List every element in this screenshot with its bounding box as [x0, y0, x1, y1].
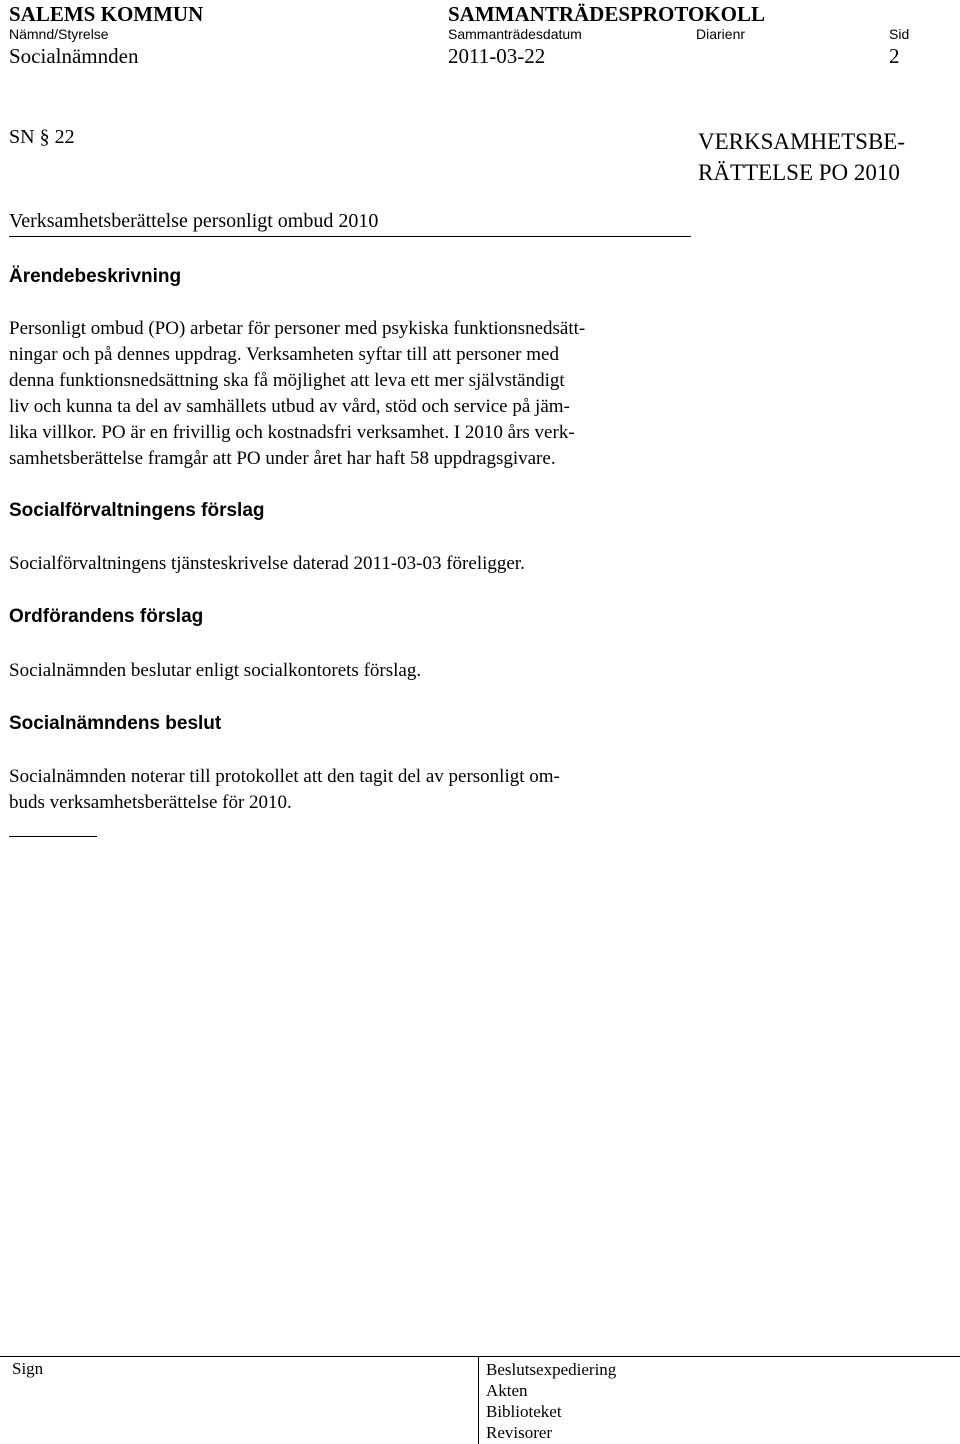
sign-label: Sign — [12, 1359, 44, 1378]
body-line: liv och kunna ta del av samhällets utbud av vård, stöd och service på jäm- — [9, 396, 570, 417]
subject-underline — [9, 236, 691, 237]
case-title — [698, 126, 905, 188]
distribution-item: Biblioteket — [486, 1402, 562, 1421]
section-heading: Socialnämndens beslut — [9, 713, 222, 734]
distribution-item: Revisorer — [486, 1423, 553, 1442]
page-number: 2 — [889, 44, 900, 68]
case-number: SN § 22 — [9, 126, 75, 148]
footer-divider — [478, 1356, 479, 1444]
section-heading: Socialförvaltningens förslag — [9, 500, 265, 521]
section-body — [9, 551, 689, 577]
footer-top-rule — [0, 1356, 960, 1357]
meeting-date-label: Sammanträdesdatum — [448, 26, 582, 42]
board-label: Nämnd/Styrelse — [9, 26, 109, 42]
organization-name: SALEMS KOMMUN — [9, 2, 204, 26]
section-heading: Ordförandens förslag — [9, 606, 204, 627]
end-rule — [9, 836, 97, 837]
body-line: Socialnämnden noterar till protokollet att den tagit del av personligt om- — [9, 766, 560, 787]
section-body — [9, 658, 689, 684]
section-heading: Ärendebeskrivning — [9, 266, 182, 287]
body-line: buds verksamhetsberättelse för 2010. — [9, 792, 292, 813]
page-label: Sid — [889, 26, 910, 42]
body-line: ningar och på dennes uppdrag. Verksamheten syftar till att personer med — [9, 344, 559, 365]
body-line: lika villkor. PO är en frivillig och kostnadsfri verksamhet. I 2010 års verk- — [9, 422, 575, 443]
distribution-item: Beslutsexpediering — [486, 1360, 617, 1379]
body-line: Socialnämnden beslutar enligt socialkontorets förslag. — [9, 660, 422, 681]
section-body — [9, 764, 689, 816]
case-title-line: VERKSAMHETSBE- — [698, 129, 906, 154]
section-body — [9, 316, 689, 472]
body-line: Socialförvaltningens tjänsteskrivelse daterad 2011-03-03 föreligger. — [9, 553, 525, 574]
meeting-date-value: 2011-03-22 — [448, 44, 546, 68]
distribution-item: Akten — [486, 1381, 528, 1400]
body-line: Personligt ombud (PO) arbetar för personer med psykiska funktionsnedsätt- — [9, 318, 586, 339]
case-subject: Verksamhetsberättelse personligt ombud 2010 — [9, 210, 379, 232]
document-type: SAMMANTRÄDESPROTOKOLL — [448, 2, 765, 26]
body-line: samhetsberättelse framgår att PO under året har haft 58 uppdragsgivare. — [9, 448, 556, 469]
body-line: denna funktionsnedsättning ska få möjlighet att leva ett mer självständigt — [9, 370, 565, 391]
case-title-line: RÄTTELSE PO 2010 — [698, 160, 900, 185]
board-value: Socialnämnden — [9, 44, 139, 68]
distribution-list — [486, 1359, 616, 1443]
reg-no-label: Diarienr — [696, 26, 746, 42]
